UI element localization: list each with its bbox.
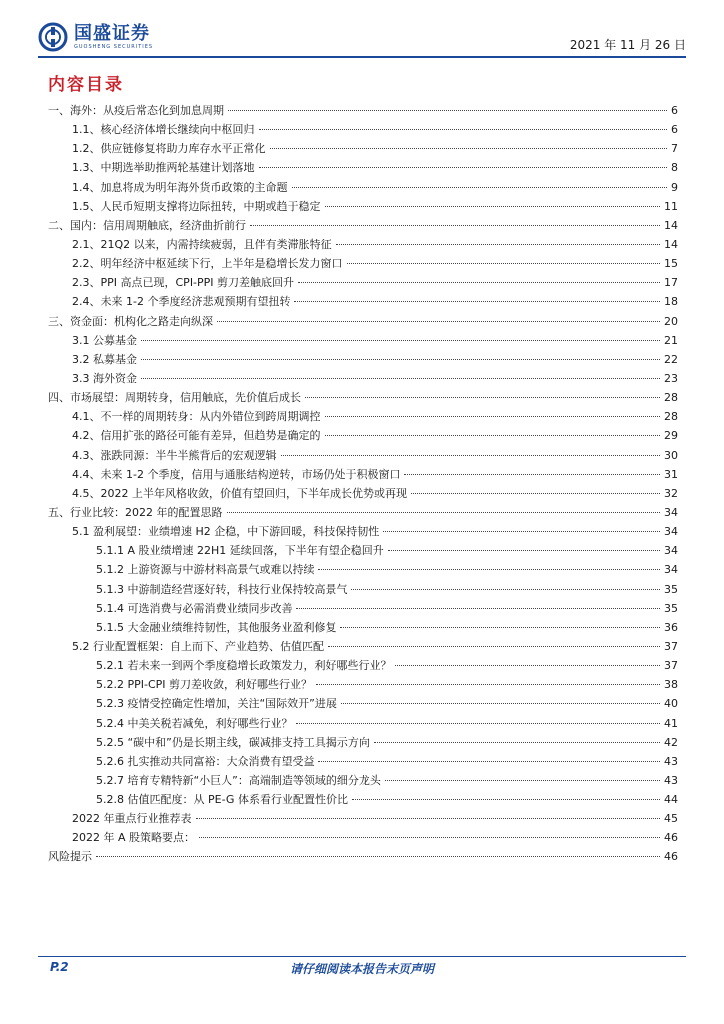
toc-leader-dots (259, 167, 668, 168)
toc-entry-label: 1.4、加息将成为明年海外货币政策的主命题 (72, 180, 288, 194)
toc-entry-page: 30 (664, 448, 678, 462)
toc-entry-label: 二、国内：信用周期触底，经济曲折前行 (48, 218, 246, 232)
toc-entry-label: 2022 年重点行业推荐表 (72, 812, 192, 826)
footer-divider (38, 956, 686, 957)
toc-entry-page: 15 (664, 257, 678, 271)
toc-leader-dots (325, 416, 661, 417)
footer-disclaimer: 请仔细阅读本报告末页声明 (289, 962, 434, 976)
toc-entry-label: 2.4、未来 1-2 个季度经济悲观预期有望扭转 (72, 295, 291, 309)
toc-entry-label: 5.2.8 估值匹配度：从 PE-G 体系看行业配置性价比 (96, 793, 348, 807)
toc-entry-page: 20 (664, 314, 678, 328)
toc-leader-dots (281, 455, 661, 456)
toc-entry[interactable] (48, 810, 678, 829)
toc-entry-label: 4.1、不一样的周期转身：从内外错位到跨周期调控 (72, 410, 321, 424)
toc-entry[interactable] (48, 734, 678, 753)
toc-entry-label: 1.1、核心经济体增长继续向中枢回归 (72, 123, 255, 137)
toc-entry-label: 一、海外：从疫后常态化到加息周期 (48, 104, 224, 117)
toc-entry-label: 4.5、2022 上半年风格收敛，价值有望回归，下半年成长优势或再现 (72, 486, 407, 500)
toc-leader-dots (96, 856, 660, 857)
toc-entry-page: 44 (664, 793, 678, 807)
toc-entry[interactable] (48, 217, 678, 236)
toc-entry-label: 四、市场展望：周期转身，信用触底，先价值后成长 (48, 391, 301, 405)
toc-entry-label: 2.3、PPI 高点已现，CPI-PPI 剪刀差触底回升 (72, 276, 295, 290)
toc-entry[interactable] (48, 772, 678, 791)
toc-entry-label: 5.2.2 PPI-CPI 剪刀差收敛，利好哪些行业？ (96, 678, 313, 692)
toc-entry-page: 43 (664, 754, 678, 768)
toc-leader-dots (374, 742, 660, 743)
toc-entry[interactable] (48, 332, 678, 351)
toc-leader-dots (351, 589, 660, 590)
toc-entry-label: 5.1.2 上游资源与中游材料高景气或难以持续 (96, 563, 315, 577)
toc-entry[interactable] (48, 466, 678, 485)
toc-entry-page: 32 (664, 486, 678, 500)
toc-entry-label: 1.3、中期选举助推两轮基建计划落地 (72, 161, 255, 175)
toc-entry-page: 34 (664, 525, 678, 539)
toc-entry[interactable] (48, 542, 678, 561)
toc-entry-label: 5.2.5 “碳中和”仍是长期主线，碳减排支持工具揭示方向 (96, 735, 370, 749)
toc-leader-dots (395, 665, 660, 666)
toc-entry[interactable] (48, 140, 678, 159)
toc-entry[interactable] (48, 102, 678, 121)
page-number: P.2 (50, 960, 69, 974)
toc-entry-page: 40 (664, 697, 678, 711)
toc-entry[interactable] (48, 695, 678, 714)
toc-entry[interactable] (48, 236, 678, 255)
toc-leader-dots (292, 187, 668, 188)
toc-leader-dots (141, 378, 660, 379)
toc-entry[interactable] (48, 351, 678, 370)
toc-leader-dots (228, 110, 667, 111)
toc-entry-label: 5.2.3 疫情受控确定性增加，关注“国际效开”进展 (96, 697, 337, 711)
toc-entry-page: 46 (664, 850, 678, 864)
toc-entry[interactable] (48, 848, 678, 867)
toc-leader-dots (250, 225, 660, 226)
toc-leader-dots (318, 761, 660, 762)
toc-entry[interactable] (48, 791, 678, 810)
toc-entry-page: 6 (671, 104, 678, 117)
toc-entry-page: 22 (664, 352, 678, 366)
toc-entry[interactable] (48, 657, 678, 676)
toc-entry[interactable] (48, 829, 678, 848)
toc-leader-dots (294, 301, 660, 302)
toc-entry-page: 34 (664, 544, 678, 558)
toc-leader-dots (298, 282, 660, 283)
toc-entry-page: 28 (664, 410, 678, 424)
toc-entry[interactable] (48, 753, 678, 772)
toc-entry[interactable] (48, 504, 678, 523)
toc-entry-label: 1.5、人民币短期支撑将边际扭转，中期或趋于稳定 (72, 199, 321, 213)
toc-leader-dots (383, 531, 660, 532)
toc-title: 内容目录 (48, 75, 124, 95)
toc-entry-page: 28 (664, 391, 678, 405)
toc-entry-label: 3.1 公募基金 (72, 333, 137, 347)
toc-entry[interactable] (48, 600, 678, 619)
toc-entry-page: 18 (664, 295, 678, 309)
toc-leader-dots (328, 646, 660, 647)
toc-leader-dots (259, 129, 668, 130)
toc-entry[interactable] (48, 581, 678, 600)
toc-leader-dots (270, 148, 668, 149)
page-header (0, 0, 724, 62)
toc-leader-dots (340, 627, 660, 628)
company-logo (38, 22, 153, 52)
toc-entry[interactable] (48, 427, 678, 446)
toc-leader-dots (325, 435, 661, 436)
toc-leader-dots (341, 703, 660, 704)
toc-entry-page: 21 (664, 333, 678, 347)
toc-entry-label: 2.2、明年经济中枢延续下行，上半年是稳增长发力窗口 (72, 257, 343, 271)
toc-entry-label: 2.1、21Q2 以来，内需持续疲弱，且伴有类滞胀特征 (72, 237, 332, 251)
toc-entry-label: 5.2.4 中美关税若减免，利好哪些行业？ (96, 716, 293, 730)
toc-entry[interactable] (48, 676, 678, 695)
toc-entry-label: 5.2.1 若未来一到两个季度稳增长政策发力，利好哪些行业？ (96, 659, 392, 673)
toc-entry-page: 38 (664, 678, 678, 692)
toc-entry-label: 3.2 私募基金 (72, 352, 137, 366)
toc-entry-label: 5.1.5 大金融业绩维持韧性，其他服务业盈利修复 (96, 620, 337, 634)
toc-leader-dots (318, 569, 660, 570)
toc-entry-label: 5.1.3 中游制造经营逐好转，科技行业保持较高景气 (96, 582, 348, 596)
toc-entry-page: 36 (664, 620, 678, 634)
toc-entry-page: 37 (664, 639, 678, 653)
toc-leader-dots (217, 321, 660, 322)
toc-leader-dots (352, 799, 660, 800)
toc-leader-dots (227, 512, 661, 513)
company-name: 国盛证券 (74, 22, 150, 44)
toc-entry-label: 风险提示 (48, 850, 92, 864)
toc-entry-page: 41 (664, 716, 678, 730)
toc-entry[interactable] (48, 370, 678, 389)
toc-leader-dots (196, 818, 661, 819)
logo-mark-icon (38, 22, 68, 52)
toc-entry[interactable] (48, 619, 678, 638)
toc-entry-page: 17 (664, 276, 678, 290)
toc-entry-page: 35 (664, 601, 678, 615)
toc-entry[interactable] (48, 523, 678, 542)
toc-entry-label: 5.2 行业配置框架：自上而下、产业趋势、估值匹配 (72, 639, 324, 653)
toc-leader-dots (296, 608, 660, 609)
toc-entry[interactable] (48, 485, 678, 504)
toc-leader-dots (325, 206, 661, 207)
toc-entry-page: 35 (664, 582, 678, 596)
toc-entry-page: 34 (664, 563, 678, 577)
toc-entry-page: 7 (671, 142, 678, 156)
toc-entry-page: 42 (664, 735, 678, 749)
toc-entry[interactable] (48, 408, 678, 427)
toc-entry-label: 5.1.1 A 股业绩增速 22H1 延续回落，下半年有望企稳回升 (96, 544, 384, 558)
toc-entry-page: 34 (664, 505, 678, 519)
toc-entry-label: 4.3、涨跌同源：半牛半熊背后的宏观逻辑 (72, 448, 277, 462)
toc-entry-page: 14 (664, 237, 678, 251)
toc-entry[interactable] (48, 198, 678, 217)
toc-entry-page: 46 (664, 831, 678, 845)
toc-entry-page: 9 (671, 180, 678, 194)
toc-leader-dots (199, 837, 660, 838)
toc-entry-label: 5.1.4 可选消费与必需消费业绩同步改善 (96, 601, 293, 615)
toc-entry-label: 2022 年 A 股策略要点： (72, 831, 196, 845)
toc-leader-dots (316, 684, 660, 685)
toc-entry-label: 3.3 海外资金 (72, 371, 137, 385)
toc-entry-label: 5.2.7 培育专精特新“小巨人”：高端制造等领域的细分龙头 (96, 773, 381, 787)
toc-entry[interactable] (48, 159, 678, 178)
company-subtitle: GUOSHENG SECURITIES (74, 43, 154, 50)
toc-entry[interactable] (48, 715, 678, 734)
toc-entry-label: 5.1 盈利展望：业绩增速 H2 企稳，中下游回暖，科技保持韧性 (72, 525, 380, 539)
toc-entry[interactable] (48, 179, 678, 198)
toc-entry[interactable] (48, 255, 678, 274)
toc-entry-page: 14 (664, 218, 678, 232)
toc-leader-dots (347, 263, 661, 264)
toc-entry[interactable] (48, 638, 678, 657)
report-date: 2021 年 11 月 26 日 (569, 38, 686, 52)
toc-leader-dots (411, 493, 660, 494)
toc-entry[interactable] (48, 561, 678, 580)
toc-leader-dots (336, 244, 660, 245)
toc-entry-label: 五、行业比较：2022 年的配置思路 (48, 505, 223, 519)
toc-entry[interactable] (48, 313, 678, 332)
toc-entry-page: 29 (664, 429, 678, 443)
toc-entry-label: 4.2、信用扩张的路径可能有差异，但趋势是确定的 (72, 429, 321, 443)
toc-entry-page: 11 (664, 199, 678, 213)
toc-entry[interactable] (48, 274, 678, 293)
toc-entry-label: 三、资金面：机构化之路走向纵深 (48, 314, 213, 328)
toc-entry-label: 5.2.6 扎实推动共同富裕：大众消费有望受益 (96, 754, 315, 768)
toc-entry-page: 8 (671, 161, 678, 175)
toc-entry[interactable] (48, 121, 678, 140)
toc-entry-label: 4.4、未来 1-2 个季度，信用与通胀结构逆转，市场仍处于积极窗口 (72, 467, 401, 481)
toc-leader-dots (141, 340, 660, 341)
toc-entry-label: 1.2、供应链修复将助力库存水平正常化 (72, 142, 266, 156)
toc-leader-dots (296, 723, 660, 724)
toc-entry-page: 31 (664, 467, 678, 481)
toc-entry[interactable] (48, 293, 678, 312)
toc-entry-page: 45 (664, 812, 678, 826)
toc-entry-page: 23 (664, 371, 678, 385)
toc-leader-dots (404, 474, 660, 475)
toc-leader-dots (141, 359, 660, 360)
toc-entry-page: 6 (671, 123, 678, 137)
toc-leader-dots (305, 397, 660, 398)
table-of-contents (48, 102, 678, 868)
toc-entry-page: 43 (664, 773, 678, 787)
toc-entry-page: 37 (664, 659, 678, 673)
toc-leader-dots (388, 550, 660, 551)
header-divider (38, 56, 686, 58)
toc-entry[interactable] (48, 447, 678, 466)
toc-entry[interactable] (48, 389, 678, 408)
toc-leader-dots (385, 780, 660, 781)
